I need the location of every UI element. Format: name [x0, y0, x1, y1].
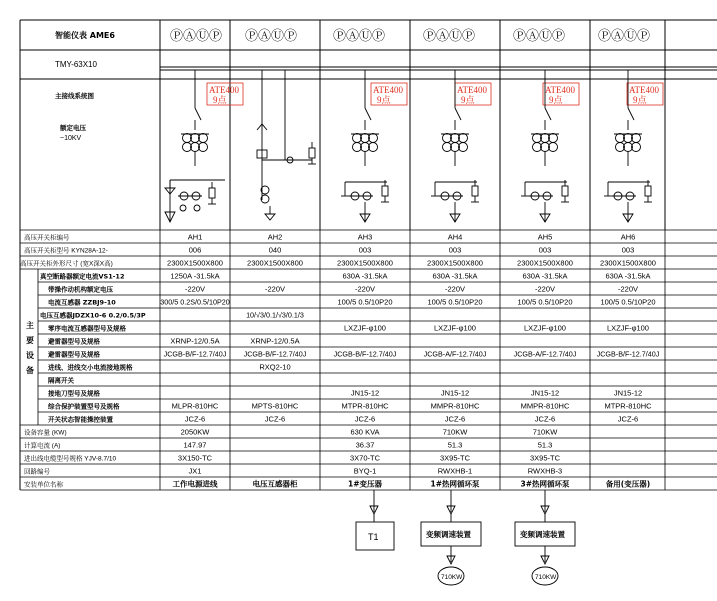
svg-text:ATE400: ATE400: [545, 85, 575, 95]
table-cell: JN15-12: [613, 388, 643, 398]
row-label: 带操作动机构额定电压: [48, 285, 113, 294]
vfd-label-1: 变频调速装置: [426, 530, 471, 539]
row-label: 真空断路器额定电流VS1-12: [40, 272, 125, 281]
table-cell: 147.97: [183, 440, 207, 450]
table-cell: AH4: [447, 232, 463, 242]
wiring-label: 主接线系统图: [55, 92, 94, 100]
table-cell: 51.3: [447, 440, 463, 450]
table-cell: 2300X1500X800: [167, 258, 223, 268]
table-cell: MTPR-810HC: [604, 401, 652, 411]
table-cell: RXQ2-10: [259, 362, 291, 372]
table-cell: AH5: [537, 232, 553, 242]
row-label: 避雷器型号及规格: [48, 337, 100, 346]
table-cell: 2300X1500X800: [517, 258, 573, 268]
table-cell: JCGB-B/F-12.7/40J: [163, 349, 227, 359]
table-cell: 003: [621, 245, 635, 255]
table-cell: 710KW: [442, 427, 468, 437]
table-cell: JX1: [188, 466, 202, 476]
table-cell: AH2: [267, 232, 283, 242]
table-cell: JCGB-B/F-12.7/40J: [596, 349, 660, 359]
table-cell: MPTS-810HC: [251, 401, 299, 411]
table-cell: JCZ-6: [354, 414, 376, 424]
table-cell: JCZ-6: [534, 414, 556, 424]
table-cell: XRNP-12/0.5A: [170, 336, 220, 346]
table-cell: JN15-12: [350, 388, 380, 398]
table-cell: JCGB-A/F-12.7/40J: [423, 349, 487, 359]
table-cell: 300/5 0.2S/0.5/10P20: [160, 297, 230, 307]
ate-boxes: [207, 83, 663, 105]
row-label: 隔离开关: [48, 376, 74, 385]
table-cell: 3#热网循环泵: [520, 479, 570, 489]
table-cell: AH6: [620, 232, 636, 242]
table-cell: -220V: [264, 284, 286, 294]
row-label: 接地刀型号及规格: [48, 389, 100, 398]
voltage-label: 额定电压: [60, 124, 86, 132]
svg-text:设: 设: [26, 351, 34, 360]
row-label: 高压开关柜型号 KYN28A-12-: [24, 247, 108, 255]
row-label: 进出线电缆型号规格 YJV-8.7/10: [24, 455, 117, 463]
table-cell: 2300X1500X800: [600, 258, 656, 268]
row-label: 综合保护装置型号及规格: [48, 402, 120, 411]
table-cell: 630A -31.5kA: [605, 271, 651, 281]
table-cell: 040: [268, 245, 282, 255]
table-cell: 工作电源进线: [172, 479, 218, 489]
table-cell: LXZJF-φ100: [524, 323, 566, 333]
main-equipment-label: [26, 320, 34, 375]
table-cell: 备用(变压器): [605, 479, 651, 489]
table-cell: JCZ-6: [184, 414, 206, 424]
table-cell: JCZ-6: [264, 414, 286, 424]
vfd-label-2: 变频调速装置: [520, 530, 565, 539]
table-cell: 10/√3/0.1/√3/0.1/3: [246, 310, 304, 320]
svg-text:9点: 9点: [633, 95, 647, 105]
busbar-lines: [160, 67, 717, 70]
ate-box-ah5: [543, 83, 579, 105]
table-cell: AH1: [187, 232, 203, 242]
svg-text:ATE400: ATE400: [373, 85, 403, 95]
table-cell: 710KW: [532, 427, 558, 437]
table-cell: LXZJF-φ100: [344, 323, 386, 333]
svg-text:主: 主: [26, 321, 34, 330]
table-cell: MLPR-810HC: [171, 401, 219, 411]
ate-box-ah1: [207, 83, 243, 105]
table-cell: MTPR-810HC: [341, 401, 389, 411]
svg-text:ATE400: ATE400: [629, 85, 659, 95]
table-cell: JCGB-B/F-12.7/40J: [243, 349, 307, 359]
svg-text:ATE400: ATE400: [457, 85, 487, 95]
meter-icon: ⓅⒶⓊⓅ: [333, 28, 386, 43]
table-cell: 1#热网循环泵: [430, 479, 480, 489]
svg-text:ATE400: ATE400: [209, 85, 239, 95]
table-cell: JCGB-A/F-12.7/40J: [513, 349, 577, 359]
row-label: 电流互感器 ZZBJ9-10: [48, 298, 116, 307]
table-cell: JN15-12: [440, 388, 470, 398]
table-cell: JN15-12: [530, 388, 560, 398]
table-cell: 003: [538, 245, 552, 255]
meter-icon: ⓅⒶⓊⓅ: [423, 28, 476, 43]
svg-text:9点: 9点: [377, 95, 391, 105]
svg-text:要: 要: [26, 336, 34, 345]
table-cell: 630 KVA: [350, 427, 380, 437]
table-cell: 100/5 0.5/10P20: [600, 297, 656, 307]
table-cell: LXZJF-φ100: [607, 323, 649, 333]
svg-text:9点: 9点: [549, 95, 563, 105]
table-cell: 电压互感器柜: [252, 479, 298, 489]
row-label: 计算电流 (A): [24, 442, 61, 450]
table-cell: -220V: [444, 284, 466, 294]
table-cell: 1250A -31.5kA: [170, 271, 220, 281]
table-cell: -220V: [184, 284, 206, 294]
table-cell: LXZJF-φ100: [434, 323, 476, 333]
row-label: 高压开关柜编号: [24, 234, 70, 242]
row-label: 零序电流互感器型号及规格: [48, 324, 126, 333]
meter-icon: ⓅⒶⓊⓅ: [245, 28, 298, 43]
table-cell: 36.37: [355, 440, 375, 450]
svg-text:备: 备: [26, 366, 34, 375]
table-cell: 630A -31.5kA: [432, 271, 478, 281]
row-label: 避雷器型号及规格: [48, 350, 100, 359]
table-cell: RWXHB-1: [437, 466, 473, 476]
table-cell: 003: [448, 245, 462, 255]
table-cell: 3X95-TC: [529, 453, 561, 463]
table-cell: JCZ-6: [444, 414, 466, 424]
table-cell: 2300X1500X800: [337, 258, 393, 268]
table-cell: 3X150-TC: [177, 453, 213, 463]
ate-box-ah6: [627, 83, 663, 105]
table-cell: 1#变压器: [347, 479, 383, 489]
row-label: 回路编号: [24, 468, 50, 476]
table-cell: BYQ-1: [353, 466, 377, 476]
ate-box-ah3: [371, 83, 407, 105]
table-cell: -220V: [617, 284, 639, 294]
row-label: 进线、进线交小电流接地规格: [48, 363, 133, 372]
meters-label: 智能仪表 AME6: [55, 31, 115, 40]
table-grid: [20, 230, 717, 490]
table-cell: MMPR-810HC: [520, 401, 570, 411]
table-cell: JCGB-B/F-12.7/40J: [333, 349, 397, 359]
table-cell: 003: [358, 245, 372, 255]
svg-text:9点: 9点: [461, 95, 475, 105]
table-cell: 100/5 0.5/10P20: [517, 297, 573, 307]
table-cell: 2050KW: [180, 427, 210, 437]
ate-box-ah4: [455, 83, 491, 105]
svg-text:9点: 9点: [213, 95, 227, 105]
table-cell: -220V: [534, 284, 556, 294]
t1-label: T1: [368, 532, 379, 542]
table-text: [20, 233, 660, 489]
row-label: 电压互感器JDZX10-6 0.2/0.5/3P: [40, 311, 146, 320]
table-cell: 006: [188, 245, 202, 255]
table-cell: 3X70-TC: [349, 453, 381, 463]
motor-label-2: 710KW: [535, 574, 557, 581]
table-cell: MMPR-810HC: [430, 401, 480, 411]
table-cell: XRNP-12/0.5A: [250, 336, 300, 346]
busbar-label: TMY-63X10: [55, 60, 97, 69]
row-label: 设备容量 (KW): [24, 429, 67, 437]
table-cell: JCZ-6: [617, 414, 639, 424]
row-label: 开关状态智能操控装置: [48, 415, 113, 424]
table-cell: 100/5 0.5/10P20: [427, 297, 483, 307]
motor-label-1: 710KW: [441, 574, 463, 581]
table-cell: AH3: [357, 232, 373, 242]
table-cell: 3X95-TC: [439, 453, 471, 463]
row-label: 安装单位名称: [24, 481, 63, 489]
table-cell: RWXHB-3: [527, 466, 563, 476]
table-cell: 630A -31.5kA: [342, 271, 388, 281]
meter-icon: ⓅⒶⓊⓅ: [170, 28, 223, 43]
row-label: 高压开关柜外形尺寸 (宽X深X高): [20, 260, 113, 268]
table-cell: 2300X1500X800: [427, 258, 483, 268]
voltage-value: ~10KV: [60, 135, 82, 142]
table-cell: -220V: [354, 284, 376, 294]
table-cell: 2300X1500X800: [247, 258, 303, 268]
table-cell: 100/5 0.5/10P20: [337, 297, 393, 307]
meter-icon: ⓅⒶⓊⓅ: [513, 28, 566, 43]
table-cell: 51.3: [537, 440, 553, 450]
table-cell: 630A -31.5kA: [522, 271, 568, 281]
meter-icon: ⓅⒶⓊⓅ: [598, 28, 651, 43]
